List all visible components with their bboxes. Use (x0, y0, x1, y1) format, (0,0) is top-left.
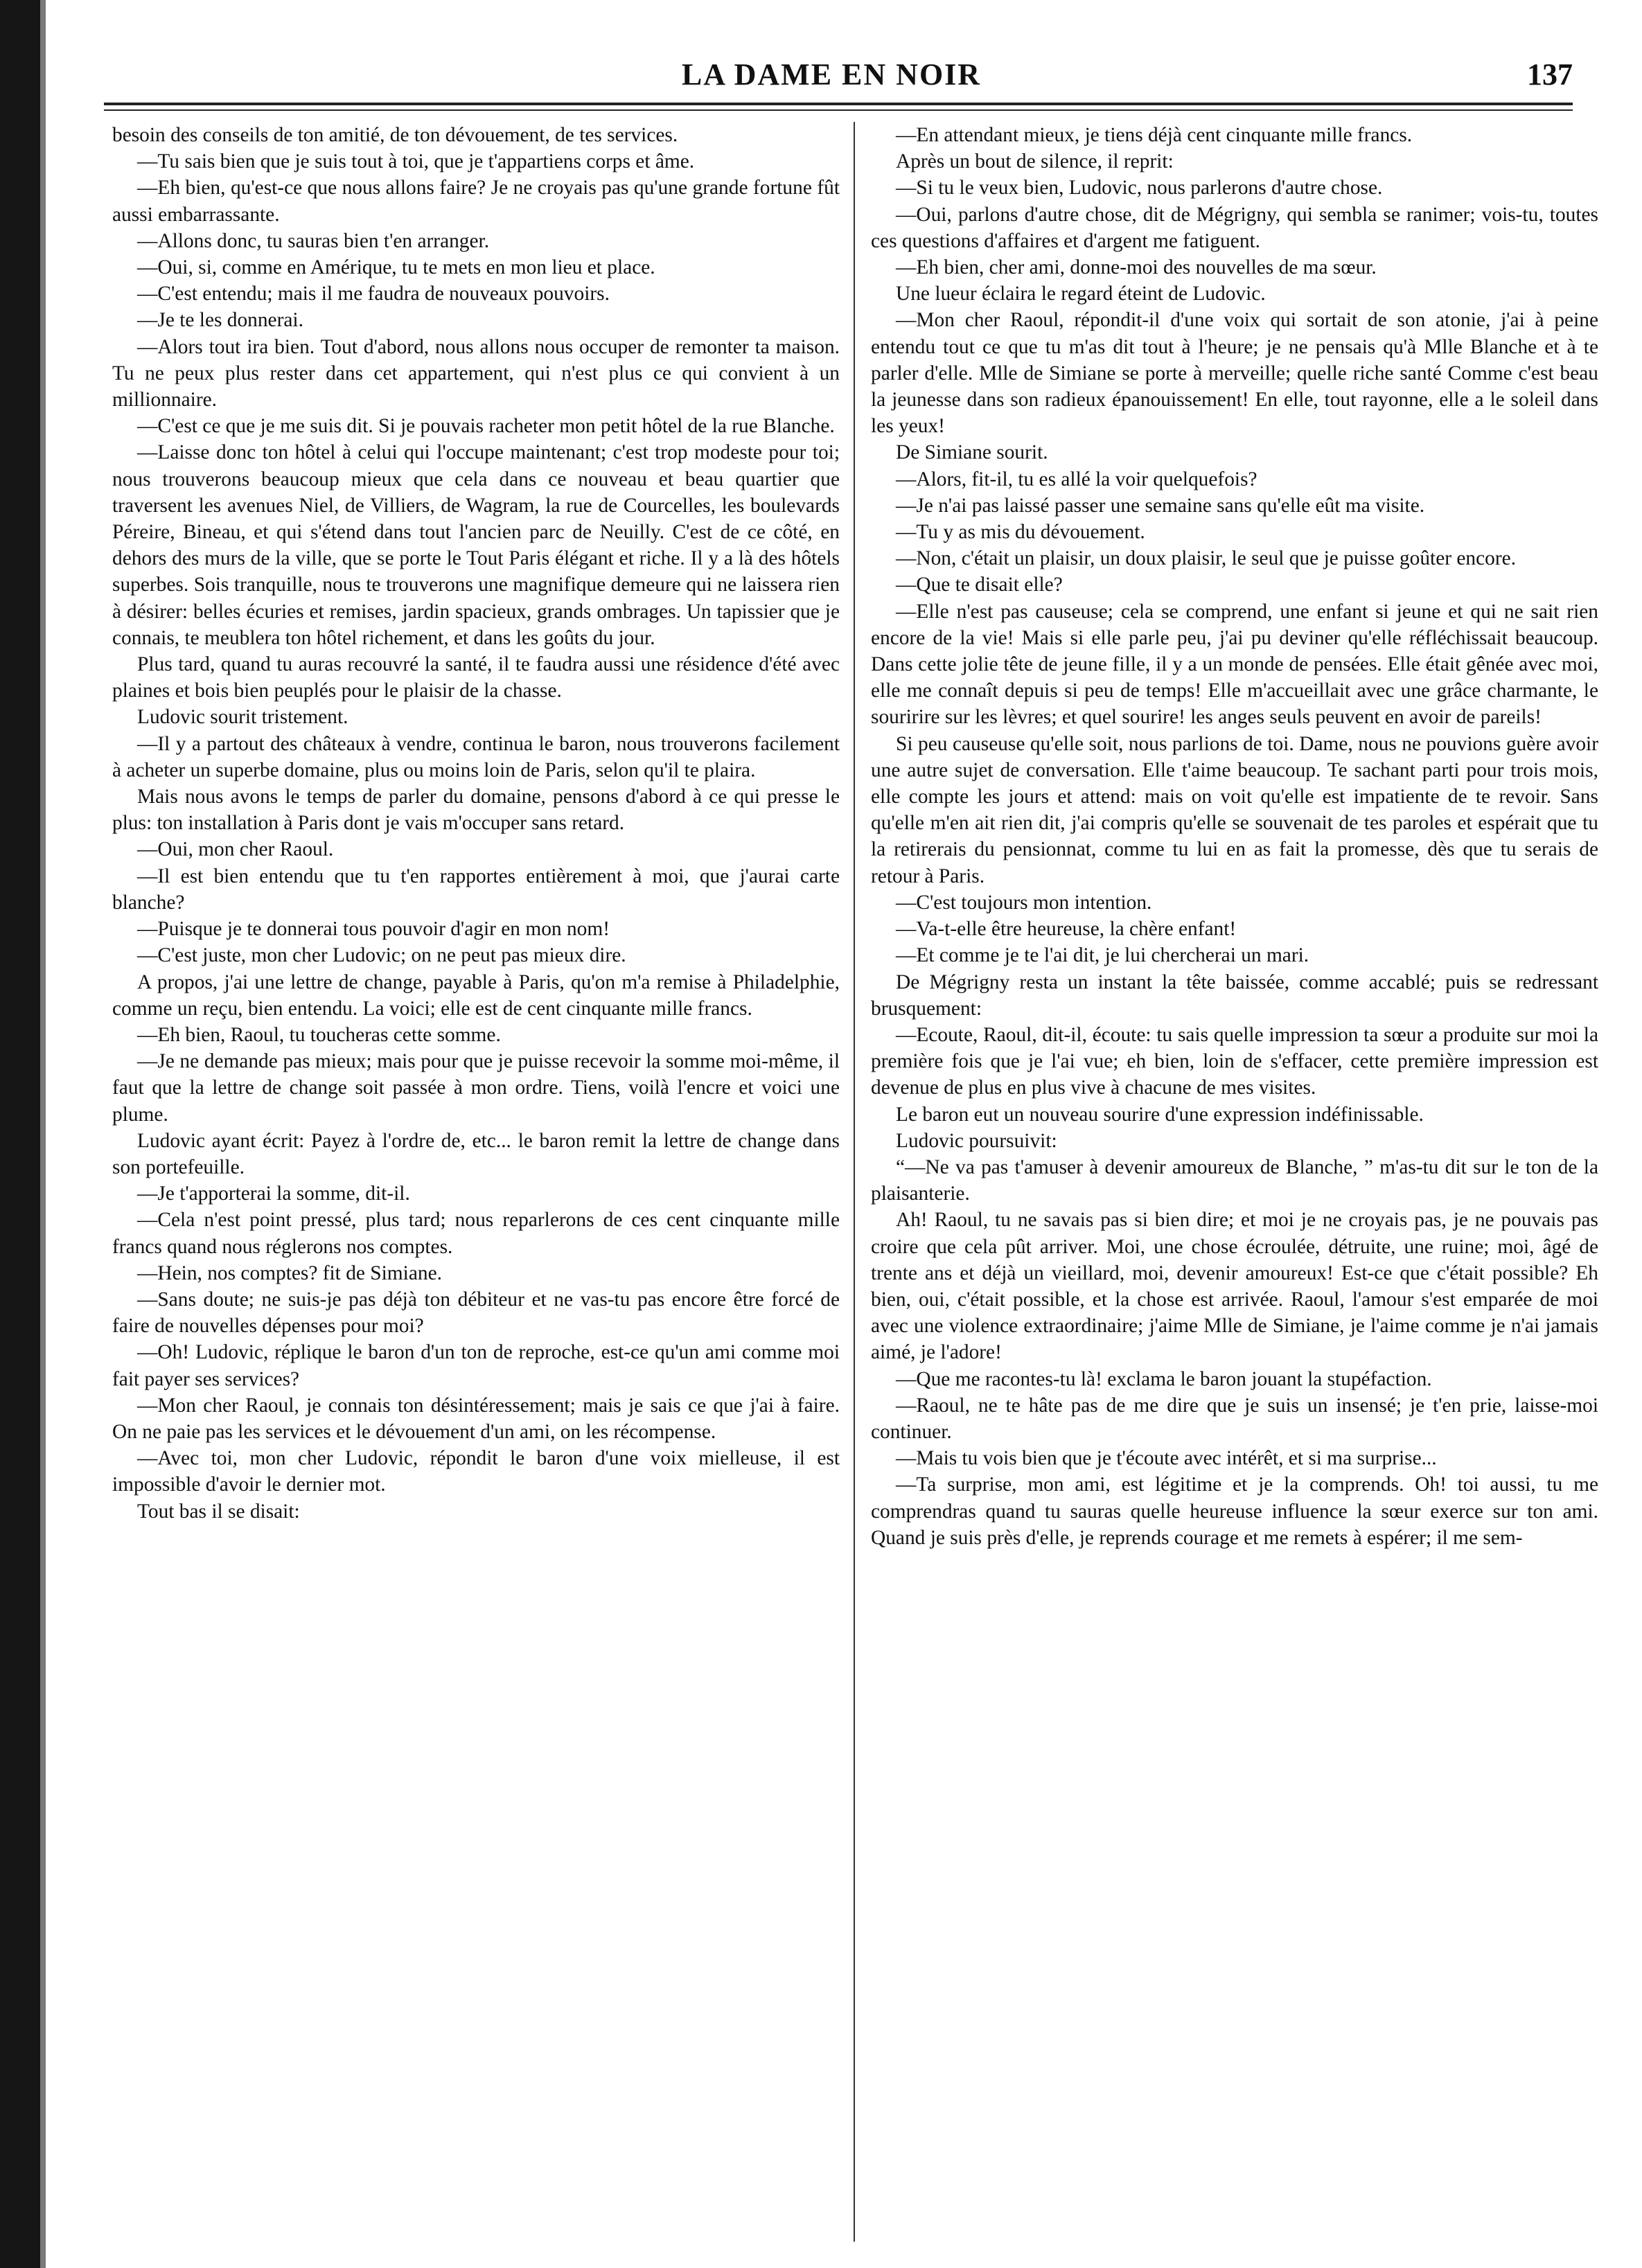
paragraph: Le baron eut un nouveau sourire d'une expression indéfinissable. (896, 1103, 1424, 1126)
paragraph: —Mais tu vois bien que je t'écoute avec intérêt, et si ma surprise... (896, 1447, 1437, 1470)
paragraph: —Oui, parlons d'autre chose, dit de Mégrigny, qui sembla se ranimer; vois-tu, toutes ces questions d'affaires et d'argent me fatiguent. (871, 203, 1598, 252)
paragraph: Si peu causeuse qu'elle soit, nous parlions de toi. Dame, nous ne pouvions guère avoir une autre sujet de conversation. Elle t'aime beaucoup. Te sachant parti pour trois mois, elle compte les jours et attend: mais on voit qu'elle est impatiente de te revoir. Sans qu'elle m'en ait rien dit, j'ai compris qu'elle se souvenait de tes paroles et espérait que tu la retirerais du pensionnat, comme tu lui en as fait la promesse, dès que tu serais de retour à Paris. (871, 732, 1598, 887)
paragraph: —Elle n'est pas causeuse; cela se comprend, une enfant si jeune et qui ne sait rien encore de la vie! Mais si elle parle peu, j'ai pu deviner qu'elle réfléchissait beaucoup. Dans cette jolie tête de jeune fille, il y a un monde de pensées. Elle était gênée avec moi, elle me connaît depuis si peu de temps! Elle m'accueillait avec une grâce charmante, le souririre sur les lèvres; et quel sourire! les anges seuls peuvent en avoir de pareils! (871, 600, 1598, 729)
paragraph: —Va-t-elle être heureuse, la chère enfant! (896, 918, 1237, 941)
paragraph: Mais nous avons le temps de parler du domaine, pensons d'abord à ce qui presse le plus: ton installation à Paris dont je vais m'occuper sans retard. (112, 786, 840, 835)
paragraph: —Je n'ai pas laissé passer une semaine sans qu'elle eût ma visite. (896, 494, 1425, 517)
paragraph: —Cela n'est point pressé, plus tard; nous reparlerons de ces cent cinquante mille francs quand nous réglerons nos comptes. (112, 1209, 840, 1258)
paragraph: —C'est juste, mon cher Ludovic; on ne peut pas mieux dire. (137, 944, 626, 967)
paragraph: —Tu y as mis du dévouement. (896, 521, 1145, 544)
page-header (90, 54, 1573, 103)
paragraph: Ah! Raoul, tu ne savais pas si bien dire; et moi je ne croyais pas, je ne pouvais pas croire que cela pût arriver. Moi, une chose écroulée, détruite, une ruine; moi, âgé de trente ans et déjà un vieillard, moi, devenir amoureux! Est-ce que c'était possible? Eh bien, oui, c'était possible, et la chose est arrivée. Raoul, l'amour s'est emparée de moi avec une violence extraordinaire; j'aime Mlle de Simiane, je l'aime comme je n'ai jamais aimé, je l'adore! (871, 1209, 1598, 1364)
running-title: LA DAME EN NOIR (681, 57, 982, 91)
paragraph: —Il est bien entendu que tu t'en rapportes entièrement à moi, que j'aurai carte blanche? (112, 865, 840, 914)
paragraph: “—Ne va pas t'amuser à devenir amoureux de Blanche, ” m'as-tu dit sur le ton de la plaisanterie. (871, 1155, 1598, 1205)
paragraph: Une lueur éclaira le regard éteint de Ludovic. (896, 283, 1266, 305)
paragraph: —Et comme je te l'ai dit, je lui chercherai un mari. (896, 944, 1309, 967)
paragraph: Après un bout de silence, il reprit: (896, 150, 1174, 173)
paragraph: —Sans doute; ne suis-je pas déjà ton débiteur et ne vas-tu pas encore être forcé de faire de nouvelles dépenses pour moi? (112, 1288, 840, 1338)
paragraph: besoin des conseils de ton amitié, de ton dévouement, de tes services. (112, 124, 678, 146)
paragraph: —Eh bien, cher ami, donne-moi des nouvelles de ma sœur. (896, 256, 1377, 279)
header-rule-thin (104, 109, 1573, 111)
paragraph: —Oui, mon cher Raoul. (137, 838, 334, 861)
paragraph: —Que te disait elle? (896, 574, 1063, 596)
paragraph: Plus tard, quand tu auras recouvré la santé, il te faudra aussi une résidence d'été avec plaines et bois bien peuplés pour le plaisir de la chasse. (112, 653, 840, 702)
paragraph: —Je ne demande pas mieux; mais pour que je puisse recevoir la somme moi-même, il faut que la lettre de change soit passée à mon ordre. Tiens, voilà l'encre et voici une plume. (112, 1050, 840, 1126)
paragraph: De Simiane sourit. (896, 441, 1048, 464)
paragraph: —Eh bien, Raoul, tu toucheras cette somme. (137, 1023, 501, 1046)
scan-binding-shadow (40, 0, 46, 2268)
left-column (112, 122, 840, 2235)
paragraph: De Mégrigny resta un instant la tête baissée, comme accablé; puis se redressant brusquement: (871, 971, 1598, 1020)
paragraph: A propos, j'ai une lettre de change, payable à Paris, qu'on m'a remise à Philadelphie, comme un reçu, bien entendu. La voici; elle est de cent cinquante mille francs. (112, 971, 840, 1020)
paragraph: —Si tu le veux bien, Ludovic, nous parlerons d'autre chose. (896, 177, 1383, 200)
page-number: 137 (1527, 57, 1573, 91)
paragraph: —Laisse donc ton hôtel à celui qui l'occupe maintenant; c'est trop modeste pour toi; nous trouverons beaucoup mieux que cela dans ce nouveau et beau quartier que traversent les avenues Niel, de Villiers, de Wagram, la rue de Courcelles, les boulevards Péreire, Bineau, et qui s'étend dans tout l'ancien parc de Neuilly. C'est de ce côté, en dehors des murs de la ville, que se porte le Tout Paris élégant et riche. Il y a là des hôtels superbes. Sois tranquille, nous te trouverons une magnifique demeure qui ne laissera rien à désirer: belles écuries et remises, jardin spacieux, grands ombrages. Un tapissier que je connais, te meublera ton hôtel richement, et dans les goûts du jour. (112, 441, 840, 649)
paragraph: —Je t'apporterai la somme, dit-il. (137, 1182, 410, 1205)
right-column (871, 122, 1598, 2235)
paragraph: —C'est toujours mon intention. (896, 891, 1152, 914)
paragraph: —Alors, fit-il, tu es allé la voir quelquefois? (896, 468, 1257, 490)
paragraph: —Tu sais bien que je suis tout à toi, que je t'appartiens corps et âme. (137, 150, 695, 173)
paragraph: Ludovic sourit tristement. (137, 706, 348, 729)
paragraph: —Ta surprise, mon ami, est légitime et je la comprends. Oh! toi aussi, tu me comprendras quand tu sauras quelle heureuse influence la sœur exerce sur ton ami. Quand je suis près d'elle, je reprends courage et me remets à espérer; il me sem- (871, 1473, 1598, 1549)
paragraph: —Allons donc, tu sauras bien t'en arranger. (137, 229, 490, 252)
paragraph: —Mon cher Raoul, je connais ton désintéressement; mais je sais ce que j'ai à faire. On ne paie pas les services et le dévouement d'un ami, on les récompense. (112, 1394, 840, 1443)
paragraph: —Oh! Ludovic, réplique le baron d'un ton de reproche, est-ce qu'un ami comme moi fait payer ses services? (112, 1341, 840, 1390)
paragraph: —Non, c'était un plaisir, un doux plaisir, le seul que je puisse goûter encore. (896, 547, 1517, 570)
scan-binding-edge (0, 0, 40, 2268)
paragraph: —Mon cher Raoul, répondit-il d'une voix qui sortait de son atonie, j'ai à peine entendu tout ce que tu m'as dit tout à l'heure; je ne pensais qu'à Mlle Blanche et à te parler d'elle. Mlle de Simiane se porte à merveille; quelle riche santé Comme c'est beau la jeunesse dans son radieux épanouissement! En elle, tout rayonne, elle a le soleil dans les yeux! (871, 309, 1598, 438)
paragraph: —Il y a partout des châteaux à vendre, continua le baron, nous trouverons facilement à acheter un superbe domaine, plus ou moins loin de Paris, selon qu'il te plaira. (112, 732, 840, 781)
paragraph: —C'est ce que je me suis dit. Si je pouvais racheter mon petit hôtel de la rue Blanche. (137, 415, 835, 438)
paragraph: —En attendant mieux, je tiens déjà cent cinquante mille francs. (896, 124, 1413, 146)
paragraph: —Je te les donnerai. (137, 309, 303, 332)
paragraph: —Ecoute, Raoul, dit-il, écoute: tu sais quelle impression ta sœur a produite sur moi la première fois que je l'ai vue; eh bien, loin de s'effacer, cette première impression est devenue de plus en plus vive à chacune de mes visites. (871, 1023, 1598, 1099)
paragraph: —Avec toi, mon cher Ludovic, répondit le baron d'une voix mielleuse, il est impossible d'avoir le dernier mot. (112, 1447, 840, 1496)
header-rule-thick (104, 103, 1573, 105)
paragraph: Tout bas il se disait: (137, 1500, 300, 1523)
paragraph: —Alors tout ira bien. Tout d'abord, nous allons nous occuper de remonter ta maison. Tu ne peux plus rester dans cet appartement, qui n'est plus ce qui convient à un millionnaire. (112, 335, 840, 411)
paragraph: Ludovic poursuivit: (896, 1129, 1057, 1152)
paragraph: —C'est entendu; mais il me faudra de nouveaux pouvoirs. (137, 283, 610, 305)
column-divider (854, 122, 855, 2242)
paragraph: —Que me racontes-tu là! exclama le baron jouant la stupéfaction. (896, 1367, 1432, 1390)
paragraph: —Raoul, ne te hâte pas de me dire que je suis un insensé; je t'en prie, laisse-moi continuer. (871, 1394, 1598, 1443)
paragraph: —Eh bien, qu'est-ce que nous allons faire? Je ne croyais pas qu'une grande fortune fût aussi embarrassante. (112, 177, 840, 226)
paragraph: Ludovic ayant écrit: Payez à l'ordre de, etc... le baron remit la lettre de change dans son portefeuille. (112, 1129, 840, 1178)
paragraph: —Oui, si, comme en Amérique, tu te mets en mon lieu et place. (137, 256, 655, 279)
paragraph: —Hein, nos comptes? fit de Simiane. (137, 1261, 442, 1284)
paragraph: —Puisque je te donnerai tous pouvoir d'agir en mon nom! (137, 918, 610, 941)
